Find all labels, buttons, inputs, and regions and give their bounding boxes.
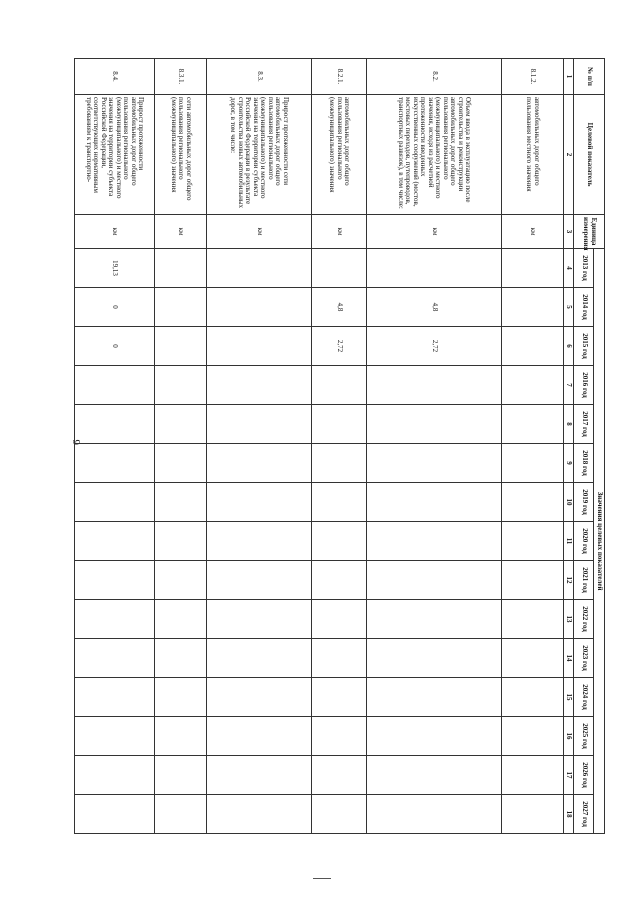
value-cell: [155, 600, 207, 639]
value-cell: [155, 639, 207, 678]
value-cell: [367, 717, 502, 756]
value-cell: [75, 639, 155, 678]
value-cell: [155, 717, 207, 756]
value-cell: [312, 444, 367, 483]
value-cell: 2,72: [312, 327, 367, 366]
value-cell: [312, 717, 367, 756]
value-cell: [207, 288, 312, 327]
value-cell: [155, 327, 207, 366]
value-cell: [155, 249, 207, 288]
value-cell: [75, 795, 155, 834]
indicator-name: сети автомобильных дорог общего пользования регионального (межмуниципального) значения: [155, 95, 207, 215]
value-cell: [367, 795, 502, 834]
unit-cell: км: [312, 215, 367, 249]
value-cell: [312, 366, 367, 405]
value-cell: [75, 600, 155, 639]
value-cell: 0: [75, 288, 155, 327]
value-cell: [75, 405, 155, 444]
indicator-name: Объем ввода в эксплуатацию после строительства и реконструкции автомобильных дорог общего пользования регионального (межмуниципального) и местного значения, исходя из расчетной протяженности введенных искусственных сооружений (мостов, мостовых переходов, путепроводов, транспортных развязок), в том числе:: [367, 95, 502, 215]
value-cell: [502, 288, 564, 327]
value-cell: 4,8: [312, 288, 367, 327]
value-cell: [502, 249, 564, 288]
column-number: 4: [564, 249, 575, 288]
value-cell: [312, 756, 367, 795]
value-cell: [75, 366, 155, 405]
column-number: 15: [564, 678, 575, 717]
value-cell: [207, 327, 312, 366]
column-number: 5: [564, 288, 575, 327]
column-number: 2: [564, 95, 575, 215]
value-cell: [367, 405, 502, 444]
unit-cell: км: [367, 215, 502, 249]
value-cell: [367, 756, 502, 795]
value-cell: 4,8: [367, 288, 502, 327]
value-cell: [367, 561, 502, 600]
header-year: 2015 год: [574, 327, 594, 366]
value-cell: [367, 678, 502, 717]
value-cell: [312, 483, 367, 522]
value-cell: [75, 522, 155, 561]
row-number: 8.2.1.: [312, 59, 367, 95]
value-cell: 19,13: [75, 249, 155, 288]
header-year: 2021 год: [574, 561, 594, 600]
unit-cell: км: [207, 215, 312, 249]
header-num: № п/п: [574, 59, 605, 95]
value-cell: [155, 561, 207, 600]
table-row: [75, 59, 155, 834]
unit-cell: км: [75, 215, 155, 249]
header-year: 2013 год: [574, 249, 594, 288]
value-cell: [367, 522, 502, 561]
value-cell: 0: [75, 327, 155, 366]
value-cell: [155, 288, 207, 327]
value-cell: [207, 795, 312, 834]
value-cell: [207, 405, 312, 444]
header-year: 2014 год: [574, 288, 594, 327]
value-cell: [502, 561, 564, 600]
value-cell: [75, 561, 155, 600]
value-cell: [312, 600, 367, 639]
value-cell: [502, 327, 564, 366]
header-year: 2017 год: [574, 405, 594, 444]
value-cell: [312, 249, 367, 288]
column-number: 18: [564, 795, 575, 834]
value-cell: [312, 522, 367, 561]
value-cell: [312, 795, 367, 834]
indicator-name: Прирост протяженности автомобильных дорог общего пользования регионального (межмуниципального) и местного значения на территории субъекта Российской Федерации, соответствующих нормативным требованиям к транспортно-: [75, 95, 155, 215]
value-cell: [502, 678, 564, 717]
value-cell: [502, 483, 564, 522]
value-cell: [155, 366, 207, 405]
row-number: 8.3.1.: [155, 59, 207, 95]
value-cell: [207, 717, 312, 756]
value-cell: [155, 522, 207, 561]
value-cell: [207, 483, 312, 522]
value-cell: [155, 756, 207, 795]
value-cell: [207, 561, 312, 600]
unit-cell: км: [502, 215, 564, 249]
indicator-name: Прирост протяженности сети автомобильных дорог общего пользования регионального (межмуниципального) и местного значения на территории субъекта Российской Федерации в результате строительства новых автомобильных дорог, в том числе:: [207, 95, 312, 215]
column-number: 11: [564, 522, 575, 561]
value-cell: [207, 639, 312, 678]
header-year: 2027 год: [574, 795, 594, 834]
header-year: 2026 год: [574, 756, 594, 795]
value-cell: [367, 639, 502, 678]
value-cell: [502, 600, 564, 639]
column-number: 8: [564, 405, 575, 444]
footer-mark: [313, 878, 331, 879]
row-number: 8.4.: [75, 59, 155, 95]
value-cell: [502, 405, 564, 444]
column-number: 7: [564, 366, 575, 405]
header-indicator: Целевой показатель: [574, 95, 605, 215]
value-cell: [155, 405, 207, 444]
value-cell: [207, 678, 312, 717]
value-cell: [155, 678, 207, 717]
header-year: 2018 год: [574, 444, 594, 483]
table-row: [207, 59, 312, 834]
value-cell: [502, 444, 564, 483]
column-number: 9: [564, 444, 575, 483]
value-cell: [207, 444, 312, 483]
indicator-name: автомобильных дорог общего пользования регионального (межмуниципального) значения: [312, 95, 367, 215]
value-cell: [367, 366, 502, 405]
column-number: 17: [564, 756, 575, 795]
page-number: 6: [71, 439, 83, 445]
value-cell: [312, 678, 367, 717]
value-cell: [312, 405, 367, 444]
value-cell: [502, 366, 564, 405]
indicators-table: [71, 58, 605, 834]
indicator-name: автомобильных дорог общего пользования местного значения: [502, 95, 564, 215]
value-cell: [207, 756, 312, 795]
column-number: 1: [564, 59, 575, 95]
column-number: 16: [564, 717, 575, 756]
value-cell: [367, 249, 502, 288]
value-cell: [155, 795, 207, 834]
value-cell: [502, 756, 564, 795]
header-year: 2016 год: [574, 366, 594, 405]
header-year: 2019 год: [574, 483, 594, 522]
header-year: 2025 год: [574, 717, 594, 756]
value-cell: [75, 678, 155, 717]
value-cell: [207, 522, 312, 561]
value-cell: [155, 483, 207, 522]
value-cell: [75, 444, 155, 483]
column-number: 10: [564, 483, 575, 522]
value-cell: [367, 444, 502, 483]
value-cell: [75, 483, 155, 522]
value-cell: [312, 561, 367, 600]
value-cell: 2,72: [367, 327, 502, 366]
value-cell: [207, 600, 312, 639]
column-number: 12: [564, 561, 575, 600]
value-cell: [207, 366, 312, 405]
table-row: [502, 59, 564, 834]
header-unit: Единица измерения: [574, 215, 605, 249]
row-number: 8.2.: [367, 59, 502, 95]
column-number: 6: [564, 327, 575, 366]
value-cell: [367, 600, 502, 639]
table-row: [155, 59, 207, 834]
value-cell: [502, 522, 564, 561]
column-number: 14: [564, 639, 575, 678]
row-number: 8.3.: [207, 59, 312, 95]
row-number: 8.1.2.: [502, 59, 564, 95]
value-cell: [502, 639, 564, 678]
header-year: 2023 год: [574, 639, 594, 678]
value-cell: [502, 717, 564, 756]
value-cell: [155, 444, 207, 483]
table-row: [367, 59, 502, 834]
table-row: [312, 59, 367, 834]
value-cell: [207, 249, 312, 288]
column-number: 13: [564, 600, 575, 639]
value-cell: [367, 483, 502, 522]
value-cell: [312, 639, 367, 678]
header-year: 2020 год: [574, 522, 594, 561]
header-values-group: Значения целевых показателей: [594, 249, 605, 834]
column-number: 3: [564, 215, 575, 249]
value-cell: [75, 756, 155, 795]
value-cell: [75, 717, 155, 756]
value-cell: [502, 795, 564, 834]
indicators-table-sheet: [85, 58, 605, 827]
unit-cell: км: [155, 215, 207, 249]
header-year: 2022 год: [574, 600, 594, 639]
header-year: 2024 год: [574, 678, 594, 717]
